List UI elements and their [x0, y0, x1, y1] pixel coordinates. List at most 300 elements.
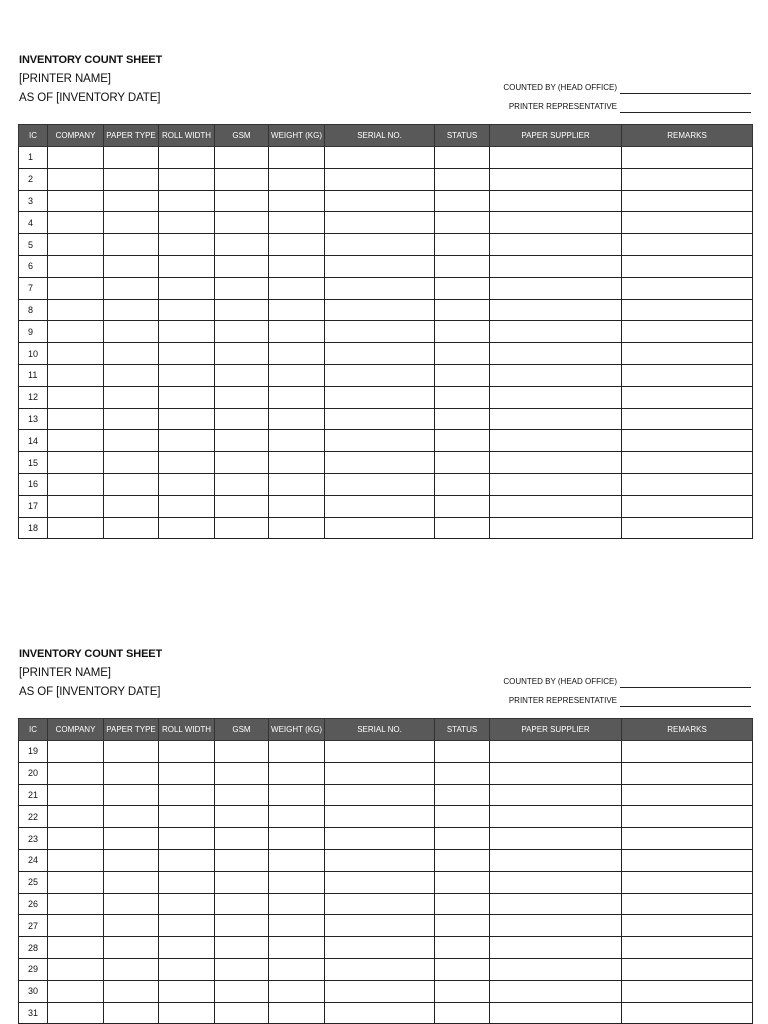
cell-weight[interactable] — [269, 871, 325, 893]
row-number: 13 — [19, 408, 48, 430]
col-header-gsm: GSM — [215, 125, 269, 147]
cell-remarks[interactable] — [622, 255, 753, 277]
cell-remarks[interactable] — [622, 806, 753, 828]
cell-company[interactable] — [48, 937, 104, 959]
cell-gsm[interactable] — [215, 168, 269, 190]
cell-paper-type[interactable] — [104, 190, 159, 212]
cell-remarks[interactable] — [622, 430, 753, 452]
cell-remarks[interactable] — [622, 364, 753, 386]
cell-paper-supplier[interactable] — [490, 190, 622, 212]
cell-gsm[interactable] — [215, 299, 269, 321]
cell-paper-supplier[interactable] — [490, 321, 622, 343]
cell-weight[interactable] — [269, 452, 325, 474]
cell-weight[interactable] — [269, 828, 325, 850]
counted-by-signature-line[interactable] — [620, 673, 751, 688]
cell-remarks[interactable] — [622, 212, 753, 234]
cell-remarks[interactable] — [622, 1002, 753, 1024]
cell-remarks[interactable] — [622, 343, 753, 365]
cell-paper-supplier[interactable] — [490, 1002, 622, 1024]
cell-weight[interactable] — [269, 343, 325, 365]
cell-company[interactable] — [48, 452, 104, 474]
cell-roll-width[interactable] — [159, 343, 215, 365]
cell-roll-width[interactable] — [159, 980, 215, 1002]
cell-remarks[interactable] — [622, 849, 753, 871]
cell-remarks[interactable] — [622, 937, 753, 959]
row-number: 9 — [19, 321, 48, 343]
cell-serial-no[interactable] — [325, 364, 435, 386]
cell-remarks[interactable] — [622, 495, 753, 517]
cell-gsm[interactable] — [215, 364, 269, 386]
cell-paper-supplier[interactable] — [490, 762, 622, 784]
cell-serial-no[interactable] — [325, 452, 435, 474]
cell-weight[interactable] — [269, 473, 325, 495]
cell-paper-supplier[interactable] — [490, 343, 622, 365]
cell-status[interactable] — [435, 234, 490, 256]
cell-company[interactable] — [48, 255, 104, 277]
cell-roll-width[interactable] — [159, 893, 215, 915]
cell-company[interactable] — [48, 495, 104, 517]
cell-serial-no[interactable] — [325, 915, 435, 937]
cell-serial-no[interactable] — [325, 255, 435, 277]
cell-serial-no[interactable] — [325, 343, 435, 365]
cell-weight[interactable] — [269, 234, 325, 256]
cell-status[interactable] — [435, 958, 490, 980]
cell-paper-type[interactable] — [104, 408, 159, 430]
cell-roll-width[interactable] — [159, 212, 215, 234]
cell-status[interactable] — [435, 915, 490, 937]
cell-paper-type[interactable] — [104, 806, 159, 828]
cell-company[interactable] — [48, 473, 104, 495]
cell-serial-no[interactable] — [325, 386, 435, 408]
cell-gsm[interactable] — [215, 255, 269, 277]
cell-company[interactable] — [48, 321, 104, 343]
cell-paper-type[interactable] — [104, 915, 159, 937]
cell-roll-width[interactable] — [159, 784, 215, 806]
cell-remarks[interactable] — [622, 168, 753, 190]
cell-roll-width[interactable] — [159, 168, 215, 190]
cell-roll-width[interactable] — [159, 277, 215, 299]
cell-paper-type[interactable] — [104, 1002, 159, 1024]
cell-paper-supplier[interactable] — [490, 893, 622, 915]
cell-paper-supplier[interactable] — [490, 452, 622, 474]
cell-weight[interactable] — [269, 364, 325, 386]
cell-paper-supplier[interactable] — [490, 784, 622, 806]
cell-status[interactable] — [435, 190, 490, 212]
cell-company[interactable] — [48, 849, 104, 871]
cell-serial-no[interactable] — [325, 784, 435, 806]
cell-remarks[interactable] — [622, 980, 753, 1002]
cell-serial-no[interactable] — [325, 321, 435, 343]
row-number: 10 — [19, 343, 48, 365]
cell-paper-supplier[interactable] — [490, 473, 622, 495]
cell-serial-no[interactable] — [325, 168, 435, 190]
cell-status[interactable] — [435, 277, 490, 299]
cell-remarks[interactable] — [622, 234, 753, 256]
cell-company[interactable] — [48, 517, 104, 539]
cell-company[interactable] — [48, 364, 104, 386]
cell-paper-type[interactable] — [104, 517, 159, 539]
cell-serial-no[interactable] — [325, 937, 435, 959]
cell-company[interactable] — [48, 915, 104, 937]
cell-status[interactable] — [435, 871, 490, 893]
cell-paper-type[interactable] — [104, 277, 159, 299]
cell-status[interactable] — [435, 212, 490, 234]
cell-weight[interactable] — [269, 408, 325, 430]
cell-gsm[interactable] — [215, 806, 269, 828]
cell-paper-type[interactable] — [104, 980, 159, 1002]
cell-serial-no[interactable] — [325, 1002, 435, 1024]
cell-gsm[interactable] — [215, 234, 269, 256]
cell-weight[interactable] — [269, 849, 325, 871]
cell-weight[interactable] — [269, 784, 325, 806]
cell-paper-supplier[interactable] — [490, 430, 622, 452]
cell-roll-width[interactable] — [159, 517, 215, 539]
cell-status[interactable] — [435, 343, 490, 365]
cell-paper-type[interactable] — [104, 828, 159, 850]
cell-company[interactable] — [48, 190, 104, 212]
cell-paper-supplier[interactable] — [490, 408, 622, 430]
cell-paper-type[interactable] — [104, 849, 159, 871]
cell-weight[interactable] — [269, 168, 325, 190]
row-number: 8 — [19, 299, 48, 321]
cell-status[interactable] — [435, 473, 490, 495]
cell-company[interactable] — [48, 147, 104, 169]
cell-serial-no[interactable] — [325, 473, 435, 495]
cell-weight[interactable] — [269, 741, 325, 763]
cell-weight[interactable] — [269, 255, 325, 277]
cell-paper-type[interactable] — [104, 147, 159, 169]
cell-paper-type[interactable] — [104, 473, 159, 495]
cell-gsm[interactable] — [215, 430, 269, 452]
sheet-title: INVENTORY COUNT SHEET — [19, 648, 163, 660]
cell-paper-supplier[interactable] — [490, 849, 622, 871]
cell-serial-no[interactable] — [325, 871, 435, 893]
cell-gsm[interactable] — [215, 190, 269, 212]
cell-paper-supplier[interactable] — [490, 915, 622, 937]
cell-paper-type[interactable] — [104, 958, 159, 980]
cell-status[interactable] — [435, 741, 490, 763]
cell-paper-supplier[interactable] — [490, 255, 622, 277]
cell-weight[interactable] — [269, 893, 325, 915]
cell-remarks[interactable] — [622, 784, 753, 806]
cell-weight[interactable] — [269, 1002, 325, 1024]
cell-roll-width[interactable] — [159, 937, 215, 959]
cell-paper-type[interactable] — [104, 937, 159, 959]
cell-serial-no[interactable] — [325, 806, 435, 828]
cell-paper-type[interactable] — [104, 430, 159, 452]
cell-remarks[interactable] — [622, 517, 753, 539]
cell-weight[interactable] — [269, 517, 325, 539]
cell-remarks[interactable] — [622, 299, 753, 321]
cell-weight[interactable] — [269, 806, 325, 828]
cell-roll-width[interactable] — [159, 321, 215, 343]
cell-remarks[interactable] — [622, 147, 753, 169]
cell-gsm[interactable] — [215, 849, 269, 871]
cell-company[interactable] — [48, 168, 104, 190]
cell-roll-width[interactable] — [159, 364, 215, 386]
cell-gsm[interactable] — [215, 784, 269, 806]
cell-weight[interactable] — [269, 190, 325, 212]
cell-status[interactable] — [435, 452, 490, 474]
cell-company[interactable] — [48, 980, 104, 1002]
cell-paper-type[interactable] — [104, 893, 159, 915]
cell-roll-width[interactable] — [159, 915, 215, 937]
cell-remarks[interactable] — [622, 321, 753, 343]
cell-gsm[interactable] — [215, 386, 269, 408]
cell-weight[interactable] — [269, 958, 325, 980]
cell-roll-width[interactable] — [159, 299, 215, 321]
cell-serial-no[interactable] — [325, 741, 435, 763]
cell-weight[interactable] — [269, 147, 325, 169]
cell-remarks[interactable] — [622, 408, 753, 430]
cell-roll-width[interactable] — [159, 741, 215, 763]
cell-serial-no[interactable] — [325, 893, 435, 915]
cell-gsm[interactable] — [215, 408, 269, 430]
cell-paper-type[interactable] — [104, 234, 159, 256]
cell-status[interactable] — [435, 849, 490, 871]
cell-paper-supplier[interactable] — [490, 517, 622, 539]
cell-company[interactable] — [48, 1002, 104, 1024]
cell-weight[interactable] — [269, 277, 325, 299]
cell-paper-type[interactable] — [104, 741, 159, 763]
cell-status[interactable] — [435, 321, 490, 343]
cell-roll-width[interactable] — [159, 849, 215, 871]
cell-gsm[interactable] — [215, 980, 269, 1002]
cell-paper-supplier[interactable] — [490, 364, 622, 386]
cell-serial-no[interactable] — [325, 277, 435, 299]
cell-gsm[interactable] — [215, 277, 269, 299]
cell-company[interactable] — [48, 762, 104, 784]
cell-serial-no[interactable] — [325, 517, 435, 539]
cell-company[interactable] — [48, 386, 104, 408]
cell-roll-width[interactable] — [159, 828, 215, 850]
table-body — [19, 741, 753, 1024]
cell-paper-supplier[interactable] — [490, 168, 622, 190]
cell-weight[interactable] — [269, 495, 325, 517]
cell-paper-type[interactable] — [104, 168, 159, 190]
cell-serial-no[interactable] — [325, 762, 435, 784]
cell-status[interactable] — [435, 828, 490, 850]
cell-gsm[interactable] — [215, 495, 269, 517]
table-row — [19, 762, 753, 784]
cell-serial-no[interactable] — [325, 430, 435, 452]
cell-paper-supplier[interactable] — [490, 495, 622, 517]
cell-paper-type[interactable] — [104, 321, 159, 343]
cell-gsm[interactable] — [215, 958, 269, 980]
cell-company[interactable] — [48, 277, 104, 299]
cell-gsm[interactable] — [215, 517, 269, 539]
cell-remarks[interactable] — [622, 762, 753, 784]
cell-gsm[interactable] — [215, 1002, 269, 1024]
cell-company[interactable] — [48, 430, 104, 452]
cell-company[interactable] — [48, 741, 104, 763]
cell-paper-supplier[interactable] — [490, 958, 622, 980]
cell-paper-type[interactable] — [104, 343, 159, 365]
cell-paper-type[interactable] — [104, 212, 159, 234]
printer-rep-signature-line[interactable] — [620, 692, 751, 707]
cell-status[interactable] — [435, 430, 490, 452]
cell-paper-supplier[interactable] — [490, 212, 622, 234]
cell-weight[interactable] — [269, 980, 325, 1002]
cell-roll-width[interactable] — [159, 473, 215, 495]
cell-remarks[interactable] — [622, 741, 753, 763]
cell-roll-width[interactable] — [159, 452, 215, 474]
cell-gsm[interactable] — [215, 452, 269, 474]
cell-company[interactable] — [48, 784, 104, 806]
cell-remarks[interactable] — [622, 958, 753, 980]
cell-company[interactable] — [48, 212, 104, 234]
table-row — [19, 784, 753, 806]
inventory-date: AS OF [INVENTORY DATE] — [19, 92, 161, 104]
cell-gsm[interactable] — [215, 937, 269, 959]
cell-status[interactable] — [435, 784, 490, 806]
cell-paper-type[interactable] — [104, 762, 159, 784]
cell-remarks[interactable] — [622, 915, 753, 937]
cell-status[interactable] — [435, 255, 490, 277]
cell-weight[interactable] — [269, 430, 325, 452]
cell-weight[interactable] — [269, 299, 325, 321]
cell-weight[interactable] — [269, 915, 325, 937]
cell-paper-type[interactable] — [104, 386, 159, 408]
cell-gsm[interactable] — [215, 893, 269, 915]
cell-weight[interactable] — [269, 762, 325, 784]
cell-roll-width[interactable] — [159, 430, 215, 452]
cell-roll-width[interactable] — [159, 147, 215, 169]
cell-roll-width[interactable] — [159, 234, 215, 256]
cell-paper-supplier[interactable] — [490, 980, 622, 1002]
cell-roll-width[interactable] — [159, 1002, 215, 1024]
cell-remarks[interactable] — [622, 871, 753, 893]
cell-remarks[interactable] — [622, 893, 753, 915]
cell-gsm[interactable] — [215, 762, 269, 784]
cell-company[interactable] — [48, 871, 104, 893]
cell-paper-supplier[interactable] — [490, 828, 622, 850]
cell-paper-type[interactable] — [104, 871, 159, 893]
cell-gsm[interactable] — [215, 343, 269, 365]
cell-paper-supplier[interactable] — [490, 147, 622, 169]
cell-company[interactable] — [48, 234, 104, 256]
cell-status[interactable] — [435, 364, 490, 386]
cell-paper-supplier[interactable] — [490, 937, 622, 959]
cell-gsm[interactable] — [215, 915, 269, 937]
cell-gsm[interactable] — [215, 871, 269, 893]
table-row — [19, 277, 753, 299]
cell-roll-width[interactable] — [159, 806, 215, 828]
cell-status[interactable] — [435, 168, 490, 190]
cell-serial-no[interactable] — [325, 234, 435, 256]
cell-remarks[interactable] — [622, 828, 753, 850]
cell-status[interactable] — [435, 937, 490, 959]
cell-roll-width[interactable] — [159, 255, 215, 277]
cell-paper-type[interactable] — [104, 452, 159, 474]
cell-paper-type[interactable] — [104, 364, 159, 386]
cell-paper-type[interactable] — [104, 495, 159, 517]
cell-status[interactable] — [435, 147, 490, 169]
cell-paper-supplier[interactable] — [490, 277, 622, 299]
table-row — [19, 430, 753, 452]
cell-paper-supplier[interactable] — [490, 299, 622, 321]
cell-status[interactable] — [435, 299, 490, 321]
cell-company[interactable] — [48, 343, 104, 365]
cell-status[interactable] — [435, 495, 490, 517]
cell-remarks[interactable] — [622, 452, 753, 474]
cell-roll-width[interactable] — [159, 386, 215, 408]
cell-serial-no[interactable] — [325, 495, 435, 517]
cell-status[interactable] — [435, 1002, 490, 1024]
cell-paper-supplier[interactable] — [490, 741, 622, 763]
cell-paper-supplier[interactable] — [490, 386, 622, 408]
cell-serial-no[interactable] — [325, 849, 435, 871]
printer-rep-signature-line[interactable] — [620, 98, 751, 113]
cell-company[interactable] — [48, 958, 104, 980]
cell-weight[interactable] — [269, 937, 325, 959]
cell-serial-no[interactable] — [325, 147, 435, 169]
cell-serial-no[interactable] — [325, 980, 435, 1002]
cell-gsm[interactable] — [215, 741, 269, 763]
cell-roll-width[interactable] — [159, 495, 215, 517]
cell-company[interactable] — [48, 408, 104, 430]
cell-status[interactable] — [435, 517, 490, 539]
cell-paper-supplier[interactable] — [490, 871, 622, 893]
cell-roll-width[interactable] — [159, 762, 215, 784]
cell-gsm[interactable] — [215, 212, 269, 234]
col-header-serial-no: SERIAL NO. — [325, 125, 435, 147]
col-header-weight: WEIGHT (KG) — [269, 125, 325, 147]
cell-remarks[interactable] — [622, 386, 753, 408]
cell-remarks[interactable] — [622, 190, 753, 212]
cell-weight[interactable] — [269, 321, 325, 343]
row-number: 2 — [19, 168, 48, 190]
cell-paper-supplier[interactable] — [490, 806, 622, 828]
cell-paper-type[interactable] — [104, 784, 159, 806]
cell-company[interactable] — [48, 893, 104, 915]
cell-gsm[interactable] — [215, 473, 269, 495]
cell-serial-no[interactable] — [325, 958, 435, 980]
cell-roll-width[interactable] — [159, 190, 215, 212]
cell-paper-type[interactable] — [104, 299, 159, 321]
cell-status[interactable] — [435, 893, 490, 915]
cell-serial-no[interactable] — [325, 190, 435, 212]
cell-status[interactable] — [435, 408, 490, 430]
cell-weight[interactable] — [269, 212, 325, 234]
col-header-remarks: REMARKS — [622, 125, 753, 147]
cell-weight[interactable] — [269, 386, 325, 408]
cell-status[interactable] — [435, 806, 490, 828]
cell-roll-width[interactable] — [159, 871, 215, 893]
cell-roll-width[interactable] — [159, 408, 215, 430]
cell-paper-supplier[interactable] — [490, 234, 622, 256]
cell-status[interactable] — [435, 386, 490, 408]
printer-name: [PRINTER NAME] — [19, 667, 111, 679]
cell-status[interactable] — [435, 762, 490, 784]
cell-serial-no[interactable] — [325, 828, 435, 850]
cell-company[interactable] — [48, 806, 104, 828]
cell-company[interactable] — [48, 828, 104, 850]
counted-by-signature-line[interactable] — [620, 79, 751, 94]
cell-remarks[interactable] — [622, 473, 753, 495]
cell-gsm[interactable] — [215, 147, 269, 169]
cell-gsm[interactable] — [215, 828, 269, 850]
cell-serial-no[interactable] — [325, 212, 435, 234]
cell-serial-no[interactable] — [325, 408, 435, 430]
cell-remarks[interactable] — [622, 277, 753, 299]
cell-company[interactable] — [48, 299, 104, 321]
cell-status[interactable] — [435, 980, 490, 1002]
cell-serial-no[interactable] — [325, 299, 435, 321]
cell-paper-type[interactable] — [104, 255, 159, 277]
cell-gsm[interactable] — [215, 321, 269, 343]
cell-roll-width[interactable] — [159, 958, 215, 980]
